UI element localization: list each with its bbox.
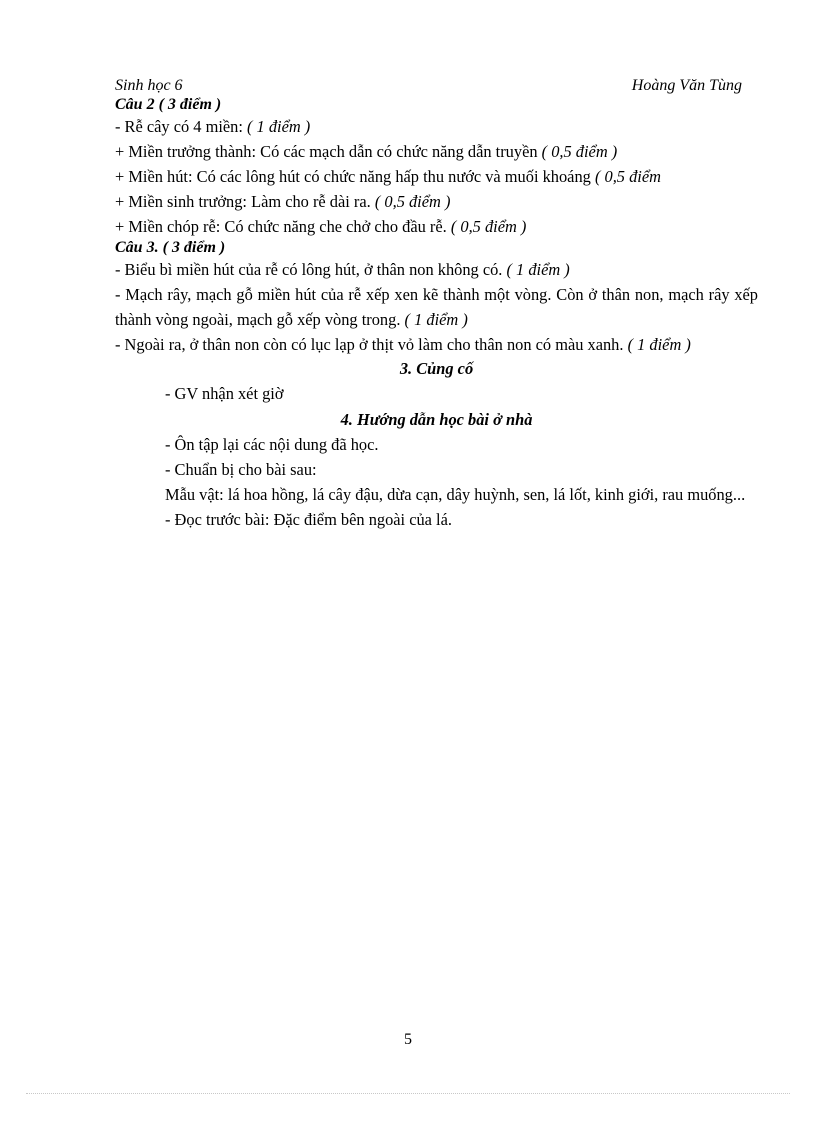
score-note: ( 1 điểm )	[404, 310, 468, 329]
score-note: ( 0,5 điểm )	[450, 217, 527, 236]
list-item: - GV nhận xét giờ	[165, 384, 284, 403]
answer-line: + Miền hút: Có các lông hút có chức năng hấp thu nước và muối khoáng ( 0,5 điểm	[115, 167, 661, 186]
score-note: ( 1 điểm )	[506, 260, 570, 279]
section-3-title: 3. Củng cố	[399, 359, 474, 378]
score-note: ( 0,5 điểm )	[374, 192, 451, 211]
answer-line: - Biểu bì miền hút của rễ có lông hút, ở thân non không có. ( 1 điểm )	[115, 260, 570, 279]
score-note: ( 0,5 điểm )	[541, 142, 618, 161]
score-note: ( 1 điểm )	[247, 117, 311, 136]
page-number: 5	[404, 1031, 412, 1048]
document-page	[115, 76, 758, 532]
answer-line: + Miền trưởng thành: Có các mạch dẫn có chức năng dẫn truyền ( 0,5 điểm )	[115, 142, 618, 161]
list-item: - Ôn tập lại các nội dung đã học.	[165, 435, 379, 454]
question-2-heading: Câu 2 ( 3 điểm )	[115, 96, 222, 113]
header-author: Hoàng Văn Tùng	[631, 77, 742, 94]
score-note: ( 1 điểm )	[627, 335, 691, 354]
page-header	[115, 76, 758, 96]
score-note: ( 0,5 điểm	[594, 167, 661, 186]
list-item: - Đọc trước bài: Đặc điểm bên ngoài của lá.	[165, 510, 452, 529]
question-3-heading: Câu 3. ( 3 điểm )	[115, 239, 226, 256]
answer-line: + Miền chóp rễ: Có chức năng che chở cho đầu rễ. ( 0,5 điểm )	[115, 217, 527, 236]
section-4-title: 4. Hướng dẫn học bài ở nhà	[340, 410, 533, 429]
specimen-list: Mẫu vật: lá hoa hồng, lá cây đậu, dừa cạn, dây huỳnh, sen, lá lốt, kinh giới, rau muống...	[165, 485, 746, 504]
answer-line: + Miền sinh trưởng: Làm cho rễ dài ra. ( 0,5 điểm )	[115, 192, 451, 211]
list-item: - Chuẩn bị cho bài sau:	[165, 460, 317, 479]
header-subject: Sinh học 6	[115, 77, 183, 94]
footer-divider	[26, 1093, 790, 1094]
answer-paragraph: - Ngoài ra, ở thân non còn có lục lạp ở thịt vỏ làm cho thân non có màu xanh. ( 1 điểm )	[115, 335, 691, 354]
answer-line: - Rễ cây có 4 miền: ( 1 điểm )	[115, 117, 311, 136]
answer-paragraph: - Mạch rây, mạch gỗ miền hút của rễ xếp xen kẽ thành một vòng. Còn ở thân non, mạch rây xếp thành vòng ngoài, mạch gỗ xếp vòng trong. ( 1 điểm )	[115, 285, 758, 329]
